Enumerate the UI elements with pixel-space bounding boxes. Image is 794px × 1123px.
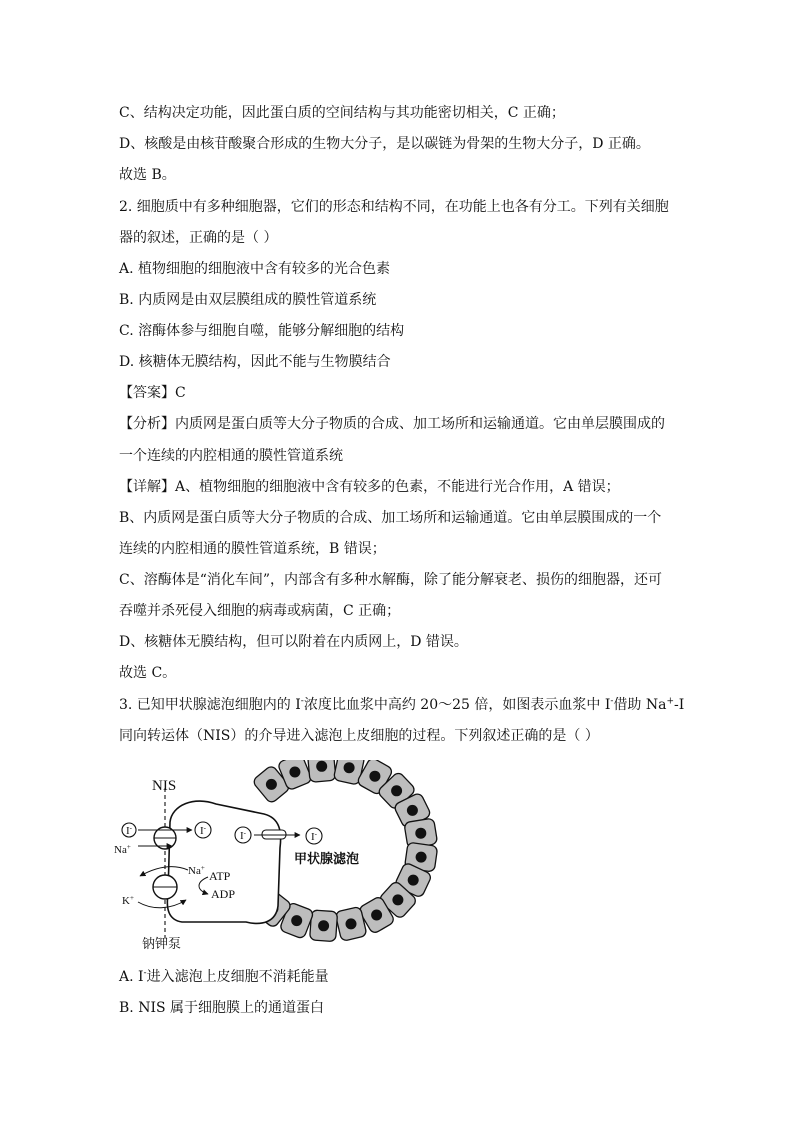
thyroid-follicle-diagram (112, 760, 442, 960)
cell-nucleus (408, 875, 419, 886)
prev-option-d: D、核酸是由核苷酸聚合形成的生物大分子，是以碳链为骨架的生物大分子，D 正确。 (119, 136, 650, 152)
cell-nucleus (346, 918, 357, 929)
q2-answer: 【答案】C (119, 385, 186, 401)
q3-option-b: B. NIS 属于细胞膜上的通道蛋白 (119, 1000, 325, 1016)
q2-conclusion: 故选 C。 (119, 665, 177, 681)
q2-detail-d: D、核糖体无膜结构，但可以附着在内质网上，D 错误。 (119, 634, 468, 650)
cell-nucleus (316, 761, 327, 772)
sodium-label-nis: Na+ (114, 843, 131, 856)
iodide-label-apical: I- (240, 829, 247, 842)
cell-nucleus (266, 779, 277, 790)
sodium-label-pump: Na+ (188, 864, 205, 877)
sodium-potassium-pump-label: 钠钾泵 (142, 937, 182, 952)
q2-stem-line1: 2. 细胞质中有多种细胞器，它们的形态和结构不同，在功能上也各有分工。下列有关细胞 (119, 199, 669, 215)
prev-conclusion: 故选 B。 (119, 167, 176, 183)
q2-detail-c-line1: C、溶酶体是“消化车间”，内部含有多种水解酶，除了能分解衰老、损伤的细胞器，还可 (119, 572, 663, 588)
cell-nucleus (371, 910, 382, 921)
q3-stem-line1: 3. 已知甲状腺滤泡细胞内的 I-浓度比血浆中高约 20～25 倍，如图表示血浆中 I-借助 Na+-I (119, 696, 685, 713)
cell-nucleus (289, 767, 300, 778)
q2-detail-a: 【详解】A、植物细胞的细胞液中含有较多的色素，不能进行光合作用，A 错误； (119, 479, 620, 495)
adp-label: ADP (211, 887, 236, 901)
q2-stem-line2: 器的叙述，正确的是（ ） (119, 230, 278, 246)
q2-option-d: D. 核糖体无膜结构，因此不能与生物膜结合 (119, 354, 391, 370)
q2-detail-b-line1: B、内质网是蛋白质等大分子物质的合成、加工场所和运输通道。它由单层膜围成的一个 (119, 510, 662, 526)
nis-label: NIS (152, 778, 177, 794)
cell-nucleus (391, 785, 402, 796)
cell-nucleus (291, 915, 302, 926)
iodide-label-cytoplasm: I- (200, 824, 207, 837)
q2-option-c: C. 溶酶体参与细胞自噬，能够分解细胞的结构 (119, 323, 405, 339)
q2-option-b: B. 内质网是由双层膜组成的膜性管道系统 (119, 292, 377, 308)
cell-nucleus (392, 894, 403, 905)
iodide-label-outside: I- (126, 824, 133, 837)
cell-nucleus (415, 828, 426, 839)
atp-label: ATP (209, 869, 231, 883)
q2-analysis-line2: 一个连续的内腔相通的膜性管道系统 (119, 448, 343, 464)
q2-detail-b-line2: 连续的内腔相通的膜性管道系统，B 错误； (119, 541, 386, 557)
q2-detail-c-line2: 吞噬并杀死侵入细胞的病毒或病菌，C 正确； (119, 603, 401, 619)
iodide-label-lumen: I- (311, 830, 318, 843)
potassium-label: K+ (122, 894, 134, 907)
follicle-label: 甲状腺滤泡 (294, 852, 360, 867)
q2-option-a: A. 植物细胞的细胞液中含有较多的光合色素 (119, 261, 391, 277)
q3-stem-line2: 同向转运体（NIS）的介导进入滤泡上皮细胞的过程。下列叙述正确的是（ ） (119, 728, 599, 744)
cell-nucleus (369, 771, 380, 782)
q3-option-a: A. I-进入滤泡上皮细胞不消耗能量 (119, 968, 329, 985)
cell-nucleus (416, 852, 427, 863)
epithelial-cell (167, 801, 280, 923)
cell-nucleus (344, 762, 355, 773)
q2-analysis-line1: 【分析】内质网是蛋白质等大分子物质的合成、加工场所和运输通道。它由单层膜围成的 (119, 416, 665, 432)
cell-nucleus (318, 920, 329, 931)
prev-option-c: C、结构决定功能，因此蛋白质的空间结构与其功能密切相关，C 正确； (119, 105, 565, 121)
cell-nucleus (407, 805, 418, 816)
